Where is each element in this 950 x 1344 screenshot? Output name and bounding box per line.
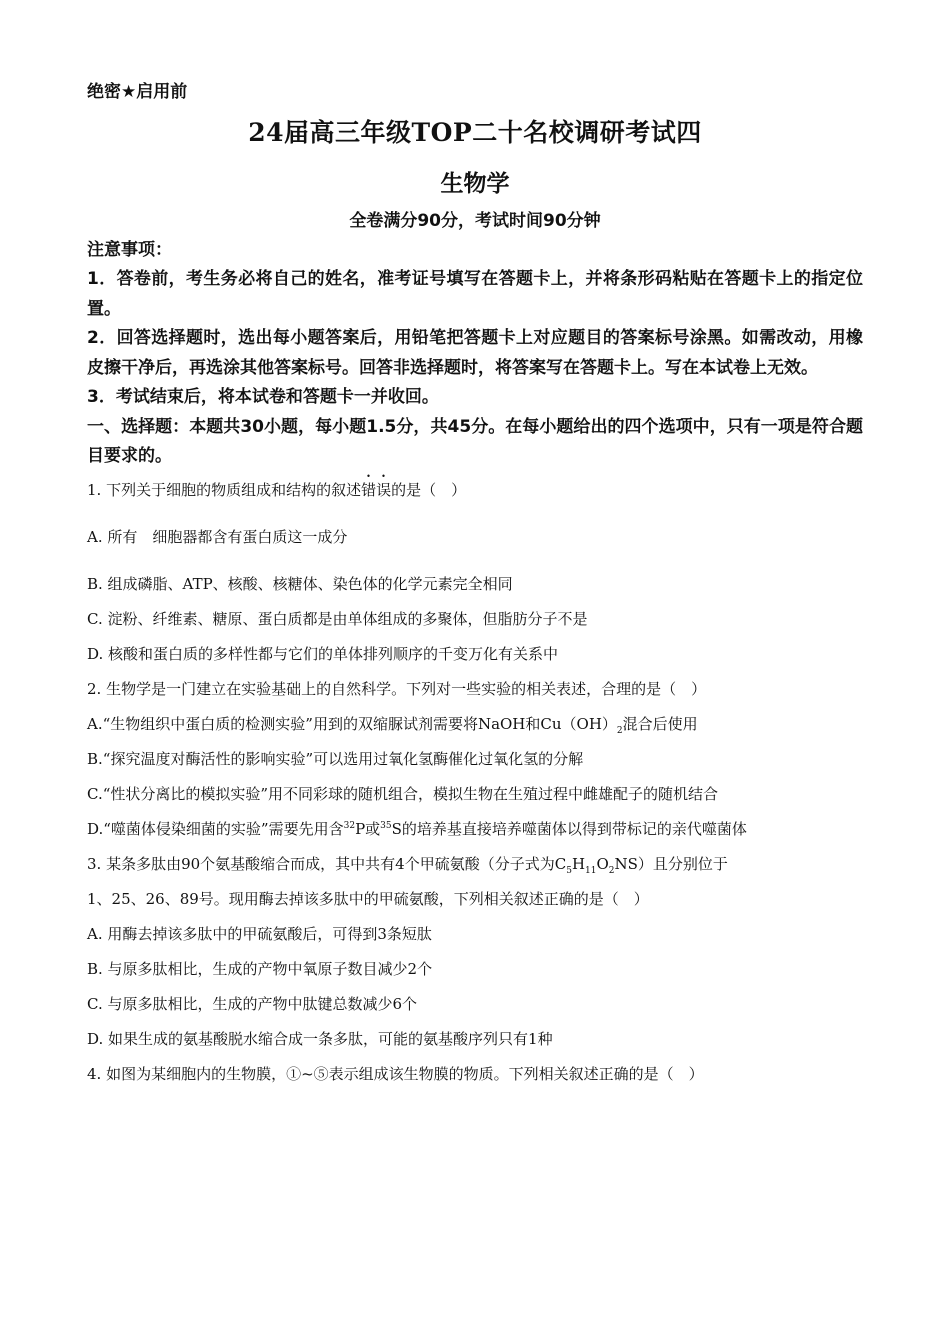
question-2-option-d bbox=[87, 812, 863, 847]
formula-text: H bbox=[571, 854, 586, 873]
exam-title: 24届高三年级TOP二十名校调研考试四 bbox=[248, 118, 702, 147]
question-2-option-b: B.“探究温度对酶活性的影响实验”可以选用过氧化氢酶催化过氧化氢的分解 bbox=[87, 749, 584, 768]
note-item: 3．考试结束后，将本试卷和答题卡一并收回。 bbox=[87, 387, 439, 407]
question-1-option-b: B. 组成磷脂、ATP、核酸、核糖体、染色体的化学元素完全相同 bbox=[87, 574, 513, 593]
option-text: P或 bbox=[355, 819, 381, 838]
question-3-stem-line2: 1、25、26、89号。现用酶去掉该多肽中的甲硫氨酸，下列相关叙述正确的是（ ） bbox=[87, 889, 649, 908]
subscript: 2 bbox=[616, 725, 623, 736]
notes-heading: 注意事项： bbox=[87, 240, 172, 260]
superscript: 35 bbox=[380, 820, 392, 831]
option-text: A.“生物组织中蛋白质的检测实验”用到的双缩脲试剂需要将NaOH和Cu（OH） bbox=[87, 714, 617, 733]
question-1-stem bbox=[87, 472, 863, 508]
stem-text: 的是（ ） bbox=[391, 480, 467, 499]
stem-text: 3. 某条多肽由90个氨基酸缩合而成，其中共有4个甲硫氨酸（分子式为C bbox=[87, 854, 567, 873]
option-text: D.“噬菌体侵染细菌的实验”需要先用含 bbox=[87, 819, 344, 838]
question-3-stem-line1 bbox=[87, 847, 863, 882]
stem-text: NS）且分别位于 bbox=[614, 854, 728, 873]
subscript: 5 bbox=[566, 865, 572, 876]
question-1-option-c: C. 淀粉、纤维素、糖原、蛋白质都是由单体组成的多聚体，但脂肪分子不是 bbox=[87, 609, 588, 628]
question-4-stem: 4. 如图为某细胞内的生物膜，①~⑤表示组成该生物膜的物质。下列相关叙述正确的是（ ） bbox=[87, 1064, 704, 1083]
secret-label: 绝密★启用前 bbox=[87, 82, 188, 102]
question-2-option-a bbox=[87, 707, 863, 742]
subscript: 2 bbox=[608, 865, 615, 876]
stem-text: 1. 下列关于细胞的物质组成和结构的叙述 bbox=[87, 480, 362, 499]
formula-text: O bbox=[596, 854, 609, 873]
question-3-option-d: D. 如果生成的氨基酸脱水缩合成一条多肽，可能的氨基酸序列只有1种 bbox=[87, 1029, 553, 1048]
subscript: 11 bbox=[585, 865, 597, 876]
emphasis-word: 错误 bbox=[361, 480, 392, 499]
question-3-option-b: B. 与原多肽相比，生成的产物中氧原子数目减少2个 bbox=[87, 959, 433, 978]
question-2-stem: 2. 生物学是一门建立在实验基础上的自然科学。下列对一些实验的相关表述，合理的是（ ） bbox=[87, 679, 707, 698]
superscript: 32 bbox=[343, 820, 356, 831]
question-2-option-c: C.“性状分离比的模拟实验”用不同彩球的随机组合，模拟生物在生殖过程中雌雄配子的随机结合 bbox=[87, 784, 719, 803]
score-time-line: 全卷满分90分，考试时间90分钟 bbox=[349, 211, 601, 231]
question-3-option-a: A. 用酶去掉该多肽中的甲硫氨酸后，可得到3条短肽 bbox=[87, 924, 432, 943]
note-item: 2．回答选择题时，选出每小题答案后，用铅笔把答题卡上对应题目的答案标号涂黑。如需改动，用橡皮擦干净后，再选涂其他答案标号。回答非选择题时，将答案写在答题卡上。写在本试卷上无效。 bbox=[87, 328, 863, 378]
section-heading: 一、选择题：本题共30小题，每小题1.5分，共45分。在每小题给出的四个选项中，只有一项是符合题目要求的。 bbox=[87, 416, 863, 466]
option-text: S的培养基直接培养噬菌体以得到带标记的亲代噬菌体 bbox=[391, 819, 747, 838]
question-1-option-a: A. 所有 细胞器都含有蛋白质这一成分 bbox=[87, 527, 348, 546]
question-3-option-c: C. 与原多肽相比，生成的产物中肽键总数减少6个 bbox=[87, 994, 418, 1013]
question-1-option-d: D. 核酸和蛋白质的多样性都与它们的单体排列顺序的千变万化有关系中 bbox=[87, 644, 559, 663]
note-item: 1．答卷前，考生务必将自己的姓名，准考证号填写在答题卡上，并将条形码粘贴在答题卡上的指定位置。 bbox=[87, 269, 863, 319]
subject-title: 生物学 bbox=[440, 171, 510, 197]
exam-page bbox=[87, 78, 863, 1092]
option-text: 混合后使用 bbox=[622, 714, 698, 733]
